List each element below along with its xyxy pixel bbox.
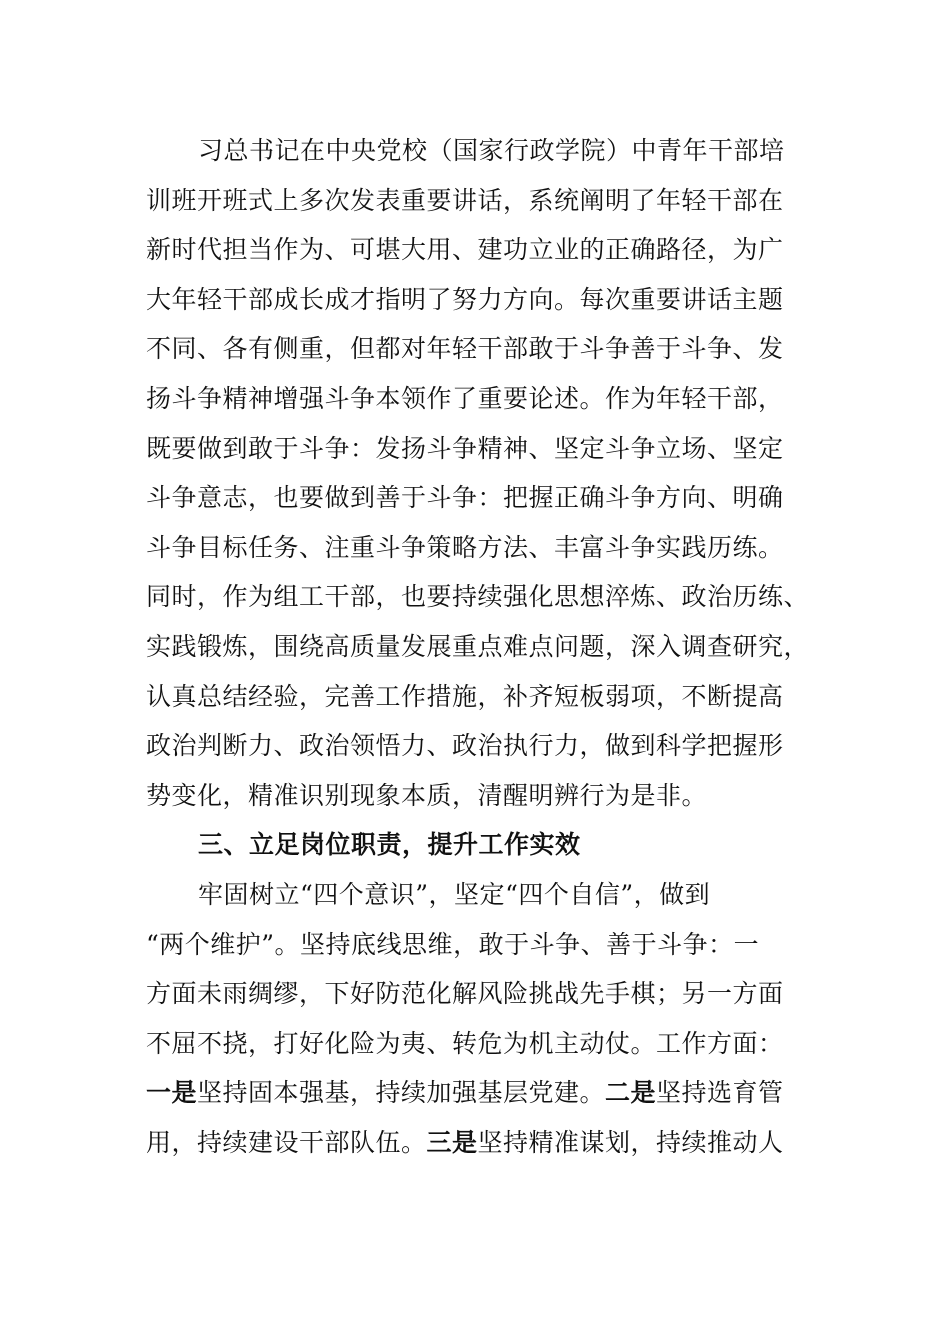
text-line: 认真总结经验，完善工作措施，补齐短板弱项，不断提高 [146, 681, 784, 711]
emphasis-label: 三是 [426, 1127, 478, 1157]
text-span: 坚持选育管 [656, 1078, 784, 1108]
text-line: 不同、各有侧重，但都对年轻干部敢于斗争善于斗争、发 [146, 334, 784, 364]
text-line: 扬斗争精神增强斗争本领作了重要论述。作为年轻干部， [146, 383, 784, 413]
text-line: 斗争目标任务、注重斗争策略方法、丰富斗争实践历练。 [146, 532, 784, 562]
document-body [146, 126, 810, 1167]
text-line: 既要做到敢于斗争：发扬斗争精神、坚定斗争立场、坚定 [146, 433, 784, 463]
text-line [146, 1118, 806, 1168]
paragraph-2 [146, 870, 806, 1168]
text-line: 方面未雨绸缪，下好防范化解风险挑战先手棋；另一方面 [146, 979, 784, 1009]
text-line: 不屈不挠，打好化险为夷、转危为机主动仗。工作方面： [146, 1028, 784, 1058]
paragraph-1 [146, 126, 810, 820]
text-line: 训班开班式上多次发表重要讲话，系统阐明了年轻干部在 [146, 185, 784, 215]
text-span: 坚持精准谋划，持续推动人 [477, 1127, 784, 1157]
text-line: 政治判断力、政治领悟力、政治执行力，做到科学把握形 [146, 731, 784, 761]
emphasis-label: 一是 [146, 1078, 198, 1108]
text-line: 斗争意志，也要做到善于斗争：把握正确斗争方向、明确 [146, 483, 784, 513]
text-line: 牢固树立“四个意识”，坚定“四个自信”，做到 [198, 879, 711, 909]
text-line: 习总书记在中央党校（国家行政学院）中青年干部培 [198, 136, 785, 165]
text-line [146, 1068, 806, 1118]
emphasis-label: 二是 [605, 1078, 657, 1108]
text-line: 实践锻炼，围绕高质量发展重点难点问题，深入调查研究， [146, 631, 810, 661]
text-line: “两个维护”。坚持底线思维，敢于斗争、善于斗争：一 [146, 929, 760, 959]
text-line: 新时代担当作为、可堪大用、建功立业的正确路径，为广 [146, 235, 784, 265]
text-line: 同时，作为组工干部，也要持续强化思想淬炼、政治历练、 [146, 582, 810, 612]
section-heading: 三、立足岗位职责，提升工作实效 [198, 830, 581, 860]
text-line: 势变化，精准识别现象本质，清醒明辨行为是非。 [146, 780, 708, 810]
text-span: 坚持固本强基，持续加强基层党建。 [197, 1078, 606, 1108]
text-line: 大年轻干部成长成才指明了努力方向。每次重要讲话主题 [146, 284, 784, 314]
text-span: 用，持续建设干部队伍。 [146, 1127, 427, 1157]
